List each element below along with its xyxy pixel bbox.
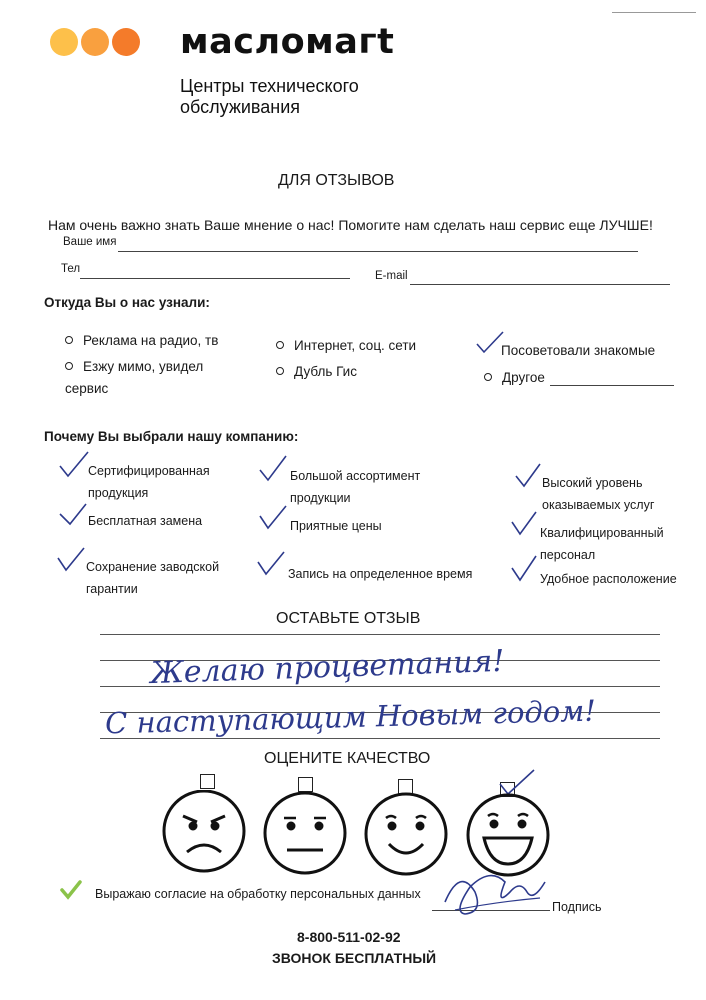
reason-item[interactable]: Удобное расположение <box>540 572 677 586</box>
contact-phone: 8-800-511-02-92 <box>297 929 401 945</box>
phone-label: Тел <box>61 263 81 275</box>
option-label: Реклама на радио, тв <box>83 333 219 348</box>
reason-item[interactable]: Сохранение заводской гарантии <box>86 560 220 596</box>
checkmark-icon <box>512 556 536 580</box>
angry-face-icon <box>164 791 244 871</box>
checkmark-icon <box>516 464 540 486</box>
source-heading: Откуда Вы о нас узнали: <box>44 295 210 310</box>
email-label: E-mail <box>375 270 408 282</box>
reason-item[interactable]: Приятные цены <box>290 519 382 533</box>
option-label: Дубль Гис <box>294 364 357 379</box>
reasons-heading: Почему Вы выбрали нашу компанию: <box>44 429 299 444</box>
option-label: Интернет, соц. сети <box>294 338 417 353</box>
option-label: Другое <box>502 370 545 385</box>
brand-name: масломагt <box>180 22 395 62</box>
consent-check-icon <box>60 880 82 900</box>
checkmark-icon <box>512 512 536 534</box>
checkmark-icon <box>258 552 284 574</box>
name-label: Ваше имя <box>63 236 117 248</box>
reason-item[interactable]: Запись на определенное время <box>288 567 473 581</box>
smile-face-icon <box>366 794 446 874</box>
reason-item[interactable]: Квалифицированный персонал <box>540 526 664 562</box>
checkmark-icon <box>260 456 286 480</box>
reason-item[interactable]: Высокий уровень оказываемых услуг <box>542 476 655 512</box>
review-handwritten-line: Желаю процветания! <box>149 643 505 692</box>
signature-label: Подпись <box>552 900 602 914</box>
review-handwritten-line: С наступающим Новым годом! <box>104 693 597 741</box>
consent-text[interactable]: Выражаю согласие на обработку персональных данных <box>95 887 421 901</box>
form-intro: Нам очень важно знать Ваше мнение о нас! Помогите нам сделать наш сервис еще ЛУЧШЕ! <box>48 217 653 233</box>
review-line <box>100 634 660 635</box>
checkmark-icon <box>60 504 86 524</box>
checkmark-icon <box>58 548 84 570</box>
rating-checkbox[interactable] <box>200 774 215 789</box>
review-heading: ОСТАВЬТЕ ОТЗЫВ <box>276 610 421 627</box>
signature-scribble <box>435 862 555 922</box>
rating-heading: ОЦЕНИТЕ КАЧЕСТВО <box>264 750 431 767</box>
brand-subtitle: Центры технического обслуживания <box>180 76 359 117</box>
checkmark-icon <box>60 452 88 476</box>
reason-item[interactable]: Бесплатная замена <box>88 514 203 528</box>
form-title: ДЛЯ ОТЗЫВОВ <box>278 172 395 189</box>
reason-item[interactable]: Сертифицированная продукция <box>88 464 210 500</box>
neutral-face-icon <box>265 793 345 873</box>
checkmark-icon <box>260 506 286 528</box>
option-label: Посоветовали знакомые <box>501 343 656 358</box>
option-label: Езжу мимо, увидел сервис <box>65 359 204 396</box>
reason-item[interactable]: Большой ассортимент продукции <box>290 469 421 505</box>
rating-faces <box>0 790 706 890</box>
contact-note: ЗВОНОК БЕСПЛАТНЫЙ <box>272 950 437 966</box>
